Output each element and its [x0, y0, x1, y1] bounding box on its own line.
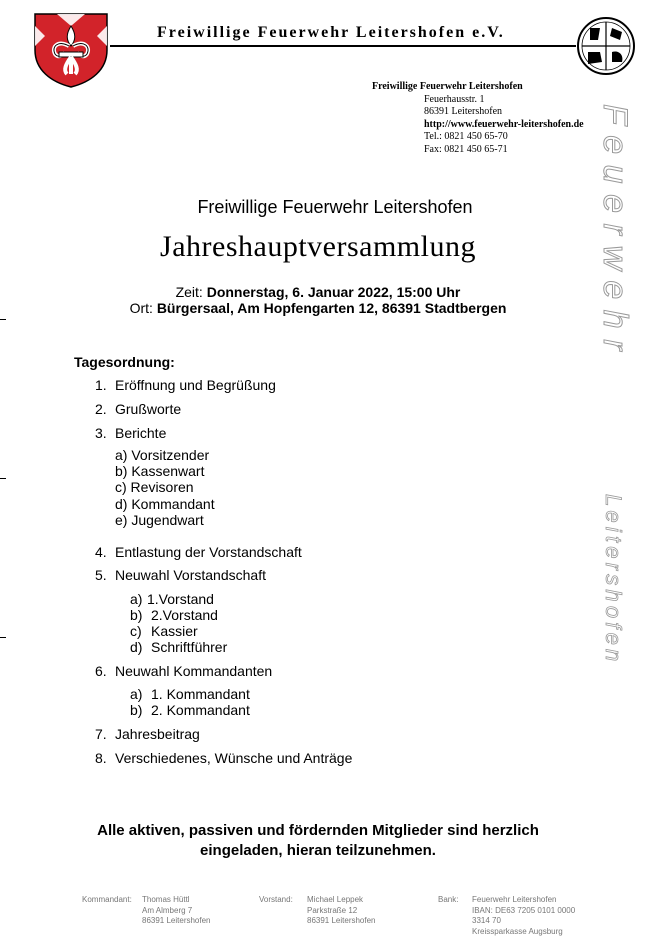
list-item: b) Kassenwart	[115, 463, 205, 480]
address-org: Freiwillige Feuerwehr Leitershofen	[372, 81, 523, 92]
report-list	[115, 447, 215, 528]
item-text: Grußworte	[115, 401, 182, 417]
sender-address	[372, 81, 584, 157]
footer-line: 86391 Leitershofen	[307, 916, 376, 925]
footer-line: Thomas Hüttl	[142, 895, 190, 904]
coat-of-arms-logo	[33, 12, 109, 88]
margin-tick	[0, 319, 6, 320]
item-number: 2.	[95, 401, 107, 417]
agenda-heading: Tagesordnung:	[74, 354, 175, 370]
item-text: Jahresbeitrag	[115, 726, 200, 742]
organization-name: Freiwillige Feuerwehr Leitershofen	[197, 197, 473, 217]
list-letter: a)	[130, 686, 143, 702]
item-number: 4.	[95, 544, 107, 560]
footer-line: Kreissparkasse Augsburg	[472, 926, 563, 936]
item-text: Entlastung der Vorstandschaft	[115, 544, 302, 560]
margin-tick	[0, 637, 6, 638]
item-number: 8.	[95, 750, 107, 766]
list-letter: a)	[130, 591, 143, 607]
page-header-title: Freiwillige Feuerwehr Leitershofen e.V.	[157, 24, 505, 41]
margin-tick	[0, 478, 6, 479]
item-text: Berichte	[115, 425, 167, 441]
footer-line: IBAN: DE63 7205 0101 0000	[472, 905, 576, 915]
footer-label: Vorstand:	[259, 895, 293, 904]
item-number: 3.	[95, 425, 107, 441]
address-fax: Fax: 0821 450 65-71	[424, 143, 508, 155]
footer-line: Am Almberg 7	[142, 905, 193, 915]
list-text: Schriftführer	[151, 639, 228, 655]
meeting-time	[0, 284, 636, 300]
time-value: Donnerstag, 6. Januar 2022, 15:00 Uhr	[206, 284, 461, 300]
watermark-word-2: Leitershofen	[601, 494, 626, 666]
list-item: c) Revisoren	[115, 479, 194, 496]
footer-label: Bank:	[438, 895, 459, 904]
item-text: Eröffnung und Begrüßung	[115, 377, 276, 393]
footer-line: Feuerwehr Leitershofen	[472, 895, 557, 904]
list-letter: b)	[130, 702, 143, 718]
footer-line: 3314 70	[472, 916, 501, 925]
place-value: Bürgersaal, Am Hopfengarten 12, 86391 Stadtbergen	[156, 300, 507, 316]
document-title: Jahreshauptversammlung	[160, 230, 476, 263]
watermark-word-1: Feuerwehr	[596, 104, 634, 362]
list-item: a) Vorsitzender	[115, 447, 210, 463]
list-letter: c)	[130, 623, 142, 639]
address-street: Feuerhausstr. 1	[424, 93, 485, 105]
address-tel: Tel.: 0821 450 65-70	[424, 131, 508, 143]
item-text: Verschiedenes, Wünsche und Anträge	[115, 750, 353, 766]
address-city: 86391 Leitershofen	[424, 106, 503, 118]
fire-brigade-emblem	[576, 16, 636, 76]
list-text: 2.Vorstand	[151, 607, 218, 623]
list-letter: d)	[130, 639, 143, 655]
closing-line-2: eingeladen, hieran teilzunehmen.	[200, 842, 436, 859]
item-number: 6.	[95, 663, 107, 679]
closing-invitation	[0, 821, 636, 861]
list-letter: b)	[130, 607, 143, 623]
footer-label: Kommandant:	[82, 895, 132, 904]
list-item: e) Jugendwart	[115, 511, 204, 528]
list-text: 1. Kommandant	[151, 686, 250, 702]
header-rule	[110, 45, 576, 47]
footer-line: Michael Leppek	[307, 895, 364, 904]
footer-line: Parkstraße 12	[307, 905, 358, 915]
meeting-place	[0, 300, 636, 316]
list-item: d) Kommandant	[115, 495, 215, 512]
address-web-link[interactable]: http://www.feuerwehr-leitershofen.de	[424, 118, 584, 130]
list-text: 2. Kommandant	[151, 702, 250, 718]
place-label: Ort:	[129, 300, 153, 316]
item-text: Neuwahl Kommandanten	[115, 663, 273, 679]
item-text: Neuwahl Vorstandschaft	[115, 567, 266, 583]
closing-line-1: Alle aktiven, passiven und fördernden Mitglieder sind herzlich	[97, 822, 539, 839]
item-number: 1.	[95, 377, 107, 393]
time-label: Zeit:	[175, 284, 203, 300]
item-number: 5.	[95, 567, 107, 583]
list-text: Kassier	[151, 623, 198, 639]
footer-line: 86391 Leitershofen	[142, 916, 211, 925]
list-text: 1.Vorstand	[147, 591, 214, 607]
item-number: 7.	[95, 726, 107, 742]
